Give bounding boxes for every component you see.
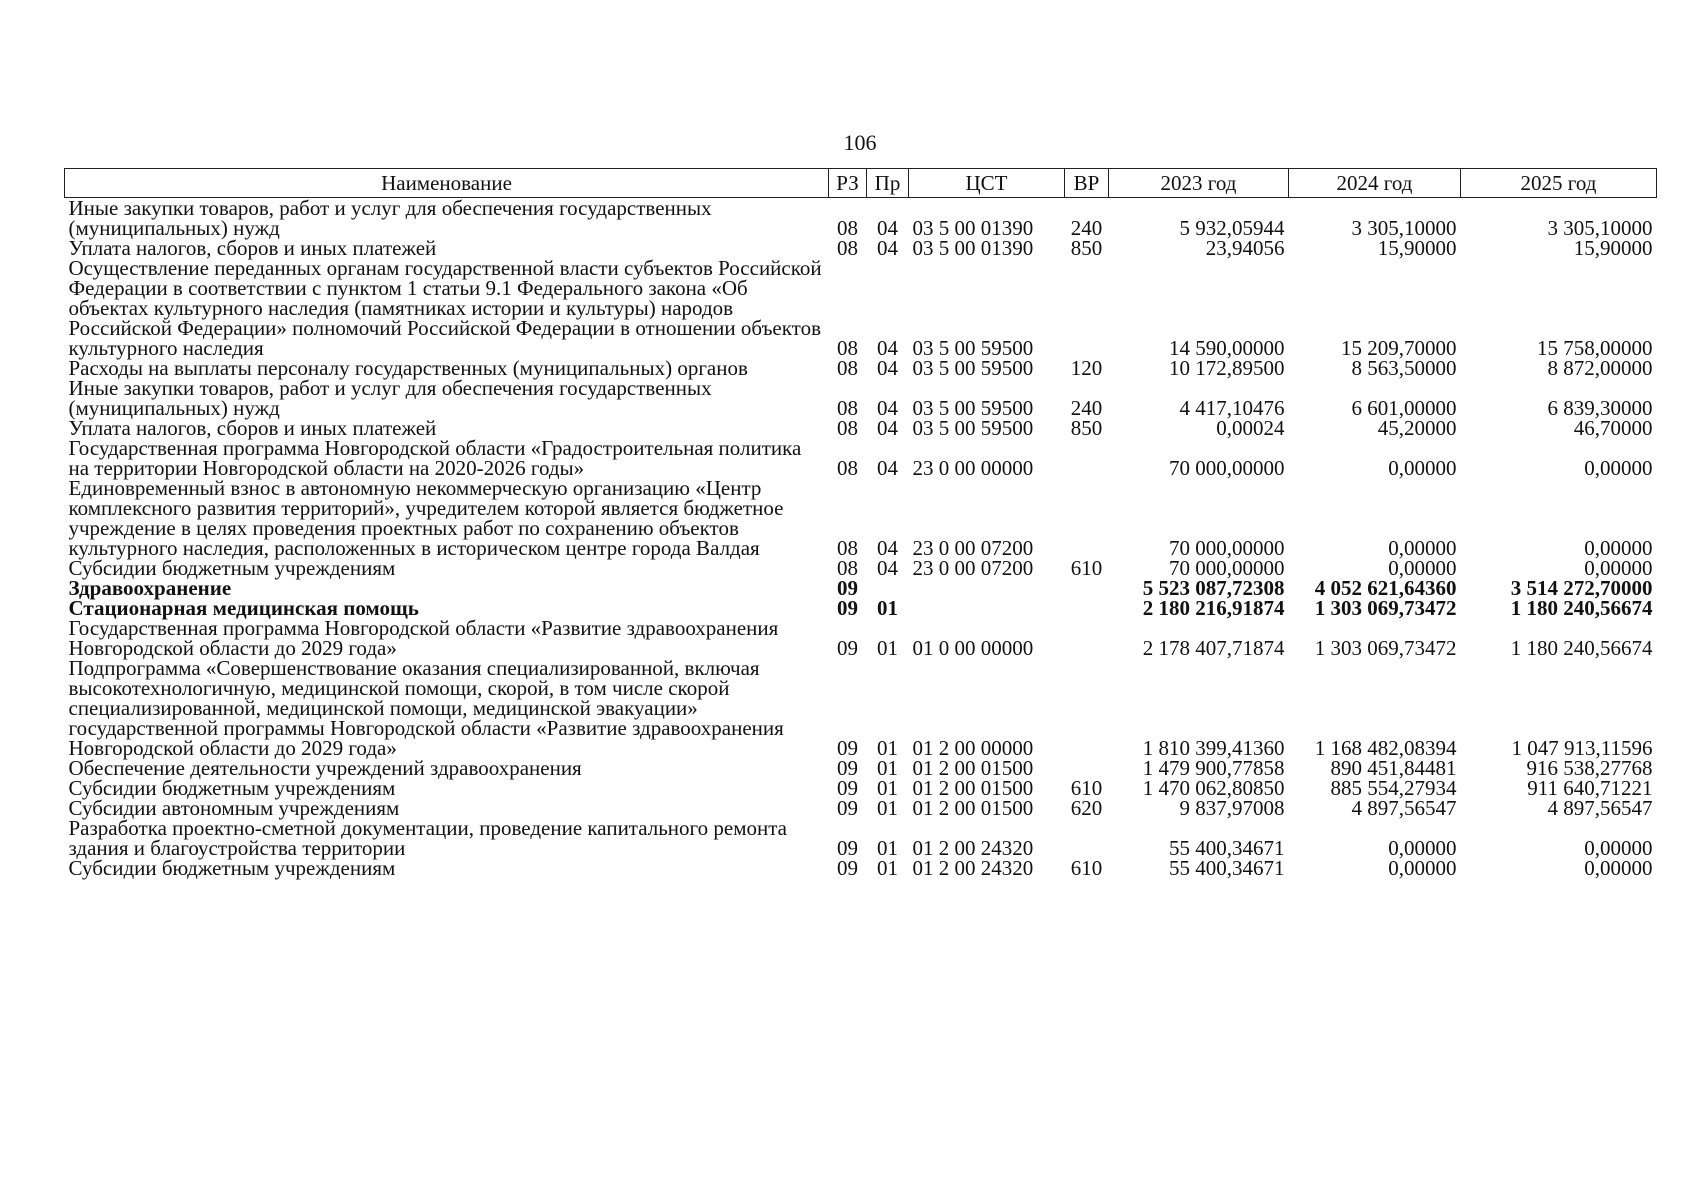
- cell-rz: 09: [837, 596, 858, 620]
- cell-name: Субсидии бюджетным учреждениям: [68, 856, 396, 880]
- cell-2024: 885 554,27934: [1330, 776, 1457, 800]
- cell-vr: 610: [1070, 856, 1103, 880]
- cell-2024: 0,00000: [1388, 836, 1457, 860]
- cell-2025: 6 839,30000: [1547, 396, 1653, 420]
- cell-name: Расходы на выплаты персоналу государственных (муниципальных) органов: [68, 356, 748, 380]
- cell-rz: 09: [837, 756, 858, 780]
- cell-2024: 0,00000: [1388, 856, 1457, 880]
- cell-rz: 09: [837, 796, 858, 820]
- cell-vr: 850: [1070, 236, 1103, 260]
- cell-2023: 14 590,00000: [1169, 336, 1285, 360]
- cell-pr: [867, 578, 909, 598]
- table-row: [65, 858, 1657, 878]
- table-row: [65, 558, 1657, 578]
- cell-2023: 5 932,05944: [1179, 216, 1285, 240]
- table-row: [65, 618, 1657, 658]
- cell-2023: 23,94056: [1205, 236, 1285, 260]
- cell-2024: 15 209,70000: [1341, 336, 1457, 360]
- cell-2025: 0,00000: [1584, 836, 1653, 860]
- cell-rz: 09: [837, 836, 858, 860]
- cell-rz: 08: [837, 536, 858, 560]
- table-row: [65, 258, 1657, 358]
- cell-cst: [909, 578, 1065, 598]
- table-row: [65, 578, 1657, 598]
- cell-name: Иные закупки товаров, работ и услуг для обеспечения государственных (муниципальных) нужд: [68, 376, 712, 420]
- cell-name: Государственная программа Новгородской области «Градостроительная политика на территории Новгородской области на 2020-2026 годы»: [68, 436, 802, 480]
- cell-vr: 610: [1070, 776, 1103, 800]
- cell-2025: 0,00000: [1584, 856, 1653, 880]
- cell-pr: 01: [877, 756, 898, 780]
- table-row: [65, 658, 1657, 758]
- cell-2024: 15,90000: [1377, 236, 1457, 260]
- cell-2023: 0,00024: [1216, 416, 1285, 440]
- cell-pr: 04: [877, 456, 898, 480]
- cell-rz: 08: [837, 356, 858, 380]
- cell-2024: 0,00000: [1388, 456, 1457, 480]
- cell-cst: 03 5 00 59500: [912, 356, 1034, 380]
- cell-2023: 1 810 399,41360: [1142, 736, 1285, 760]
- column-header-2023: 2023 год: [1109, 169, 1289, 198]
- table-row: [65, 818, 1657, 858]
- cell-2023: 5 523 087,72308: [1142, 576, 1285, 600]
- table-row: [65, 438, 1657, 478]
- cell-2023: 70 000,00000: [1169, 456, 1285, 480]
- cell-rz: 08: [837, 336, 858, 360]
- cell-vr: [1065, 258, 1109, 358]
- cell-name: Государственная программа Новгородской области «Развитие здравоохранения Новгородской области до 2029 года»: [68, 616, 779, 660]
- cell-rz: 09: [837, 636, 858, 660]
- cell-name: Разработка проектно-сметной документации, проведение капитального ремонта здания и благоустройства территории: [68, 816, 787, 860]
- cell-pr: 01: [877, 776, 898, 800]
- cell-2024: 1 303 069,73472: [1314, 596, 1457, 620]
- cell-rz: 08: [837, 416, 858, 440]
- cell-2024: 0,00000: [1388, 536, 1457, 560]
- column-header-2025: 2025 год: [1461, 169, 1657, 198]
- cell-pr: 04: [877, 396, 898, 420]
- cell-2024: 8 563,50000: [1351, 356, 1457, 380]
- cell-2025: 15 758,00000: [1537, 336, 1653, 360]
- cell-2025: 8 872,00000: [1547, 356, 1653, 380]
- cell-rz: 08: [837, 216, 858, 240]
- cell-2025: 46,70000: [1573, 416, 1653, 440]
- cell-2023: 55 400,34671: [1169, 836, 1285, 860]
- cell-2024: 1 303 069,73472: [1314, 636, 1457, 660]
- cell-name: Подпрограмма «Совершенствование оказания специализированной, включая высокотехнологичную, медицинской помощи, скорой, в том числе скорой специализированной, медицинской помощи, медицинской эвакуации» государственной программы Новгородской области «Развитие здравоохранения Новгородской области до 2029 года»: [68, 656, 784, 760]
- budget-table: [64, 168, 1657, 878]
- cell-vr: 620: [1070, 796, 1103, 820]
- cell-2024: 0,00000: [1388, 556, 1457, 580]
- cell-vr: [1065, 478, 1109, 558]
- table-row: [65, 778, 1657, 798]
- cell-vr: [1065, 618, 1109, 658]
- table-row: [65, 418, 1657, 438]
- cell-2023: 4 417,10476: [1179, 396, 1285, 420]
- cell-pr: 01: [877, 856, 898, 880]
- cell-vr: 240: [1070, 216, 1103, 240]
- table-header: [65, 169, 1657, 198]
- cell-cst: 01 2 00 24320: [912, 836, 1034, 860]
- cell-vr: 120: [1070, 356, 1103, 380]
- cell-cst: 03 5 00 01390: [912, 236, 1034, 260]
- cell-name: Иные закупки товаров, работ и услуг для обеспечения государственных (муниципальных) нужд: [68, 196, 712, 240]
- cell-rz: 08: [837, 556, 858, 580]
- cell-rz: 09: [837, 856, 858, 880]
- cell-2025: 911 640,71221: [1527, 776, 1653, 800]
- cell-2024: 45,20000: [1377, 416, 1457, 440]
- cell-cst: 03 5 00 01390: [912, 216, 1034, 240]
- cell-name: Обеспечение деятельности учреждений здравоохранения: [68, 756, 582, 780]
- table-row: [65, 798, 1657, 818]
- cell-name: Единовременный взнос в автономную некоммерческую организацию «Центр комплексного развития территорий», учредителем которой является бюджетное учреждение в целях проведения проектных работ по сохранению объектов культурного наследия, расположенных в историческом центре города Валдая: [68, 476, 784, 560]
- cell-pr: 04: [877, 416, 898, 440]
- cell-2025: 1 180 240,56674: [1510, 636, 1653, 660]
- cell-pr: 04: [877, 556, 898, 580]
- cell-rz: 09: [837, 736, 858, 760]
- cell-cst: [909, 598, 1065, 618]
- cell-2025: 4 897,56547: [1547, 796, 1653, 820]
- cell-pr: 01: [877, 796, 898, 820]
- column-header-rz: РЗ: [829, 169, 867, 198]
- cell-cst: 01 0 00 00000: [912, 636, 1034, 660]
- cell-cst: 03 5 00 59500: [912, 336, 1034, 360]
- cell-pr: 01: [877, 596, 898, 620]
- cell-name: Субсидии бюджетным учреждениям: [68, 556, 396, 580]
- cell-vr: 610: [1070, 556, 1103, 580]
- cell-name: Осуществление переданных органам государственной власти субъектов Российской Федерации в соответствии с пунктом 1 статьи 9.1 Федерального закона «Об объектах культурного наследия (памятниках истории и культуры) народов Российской Федерации» полномочий Российской Федерации в отношении объектов культурного наследия: [68, 256, 822, 360]
- table-row: [65, 758, 1657, 778]
- cell-cst: 01 2 00 01500: [912, 796, 1034, 820]
- cell-vr: [1065, 758, 1109, 778]
- cell-2023: 10 172,89500: [1169, 356, 1285, 380]
- column-header-vr: ВР: [1065, 169, 1109, 198]
- cell-2024: 3 305,10000: [1351, 216, 1457, 240]
- cell-name: Уплата налогов, сборов и иных платежей: [68, 236, 437, 260]
- cell-2024: 890 451,84481: [1330, 756, 1457, 780]
- page-number: 106: [843, 130, 877, 155]
- cell-pr: 01: [877, 636, 898, 660]
- cell-2025: 916 538,27768: [1526, 756, 1653, 780]
- cell-vr: [1065, 578, 1109, 598]
- cell-vr: 850: [1070, 416, 1103, 440]
- cell-cst: 01 2 00 01500: [912, 756, 1034, 780]
- column-header-pr: Пр: [867, 169, 909, 198]
- cell-cst: 03 5 00 59500: [912, 416, 1034, 440]
- cell-rz: 08: [837, 396, 858, 420]
- cell-pr: 04: [877, 536, 898, 560]
- cell-pr: 04: [877, 216, 898, 240]
- cell-name: Уплата налогов, сборов и иных платежей: [68, 416, 437, 440]
- cell-name: Здравоохранение: [68, 576, 232, 600]
- cell-cst: 03 5 00 59500: [912, 396, 1034, 420]
- cell-name: Субсидии автономным учреждениям: [68, 796, 400, 820]
- cell-2025: 0,00000: [1584, 536, 1653, 560]
- cell-pr: 01: [877, 736, 898, 760]
- cell-2024: 4 897,56547: [1351, 796, 1457, 820]
- cell-2025: 3 514 272,70000: [1510, 576, 1653, 600]
- column-header-2024: 2024 год: [1289, 169, 1461, 198]
- cell-cst: 23 0 00 07200: [912, 556, 1034, 580]
- cell-cst: 23 0 00 00000: [912, 456, 1034, 480]
- cell-name: Стационарная медицинская помощь: [68, 596, 419, 620]
- table-row: [65, 198, 1657, 239]
- cell-cst: 01 2 00 24320: [912, 856, 1034, 880]
- cell-cst: 23 0 00 07200: [912, 536, 1034, 560]
- table-row: [65, 378, 1657, 418]
- cell-2023: 1 479 900,77858: [1142, 756, 1285, 780]
- cell-vr: 240: [1070, 396, 1103, 420]
- table-row: [65, 358, 1657, 378]
- cell-2025: 0,00000: [1584, 456, 1653, 480]
- cell-vr: [1065, 438, 1109, 478]
- cell-cst: 01 2 00 00000: [912, 736, 1034, 760]
- cell-2025: 15,90000: [1573, 236, 1653, 260]
- column-header-name: Наименование: [65, 169, 829, 198]
- cell-2025: 1 180 240,56674: [1510, 596, 1653, 620]
- table-body: [65, 198, 1657, 879]
- cell-2023: 2 180 216,91874: [1142, 596, 1285, 620]
- cell-vr: [1065, 598, 1109, 618]
- cell-2025: 3 305,10000: [1547, 216, 1653, 240]
- cell-rz: 09: [837, 776, 858, 800]
- cell-2025: 1 047 913,11596: [1511, 736, 1653, 760]
- cell-2023: 70 000,00000: [1169, 536, 1285, 560]
- cell-name: Субсидии бюджетным учреждениям: [68, 776, 396, 800]
- column-header-cst: ЦСТ: [909, 169, 1065, 198]
- cell-2024: 1 168 482,08394: [1314, 736, 1457, 760]
- cell-pr: 01: [877, 836, 898, 860]
- cell-2023: 70 000,00000: [1169, 556, 1285, 580]
- cell-pr: 04: [877, 356, 898, 380]
- cell-2024: 6 601,00000: [1351, 396, 1457, 420]
- cell-rz: 08: [837, 236, 858, 260]
- cell-2024: 4 052 621,64360: [1314, 576, 1457, 600]
- table-row: [65, 478, 1657, 558]
- cell-rz: 09: [837, 576, 858, 600]
- table-row: [65, 598, 1657, 618]
- table-row: [65, 238, 1657, 258]
- cell-2023: 1 470 062,80850: [1142, 776, 1285, 800]
- cell-2023: 2 178 407,71874: [1142, 636, 1285, 660]
- cell-2023: 55 400,34671: [1169, 856, 1285, 880]
- cell-vr: [1065, 818, 1109, 858]
- cell-pr: 04: [877, 236, 898, 260]
- cell-vr: [1065, 658, 1109, 758]
- cell-cst: 01 2 00 01500: [912, 776, 1034, 800]
- cell-2025: 0,00000: [1584, 556, 1653, 580]
- cell-2023: 9 837,97008: [1179, 796, 1285, 820]
- cell-rz: 08: [837, 456, 858, 480]
- cell-pr: 04: [877, 336, 898, 360]
